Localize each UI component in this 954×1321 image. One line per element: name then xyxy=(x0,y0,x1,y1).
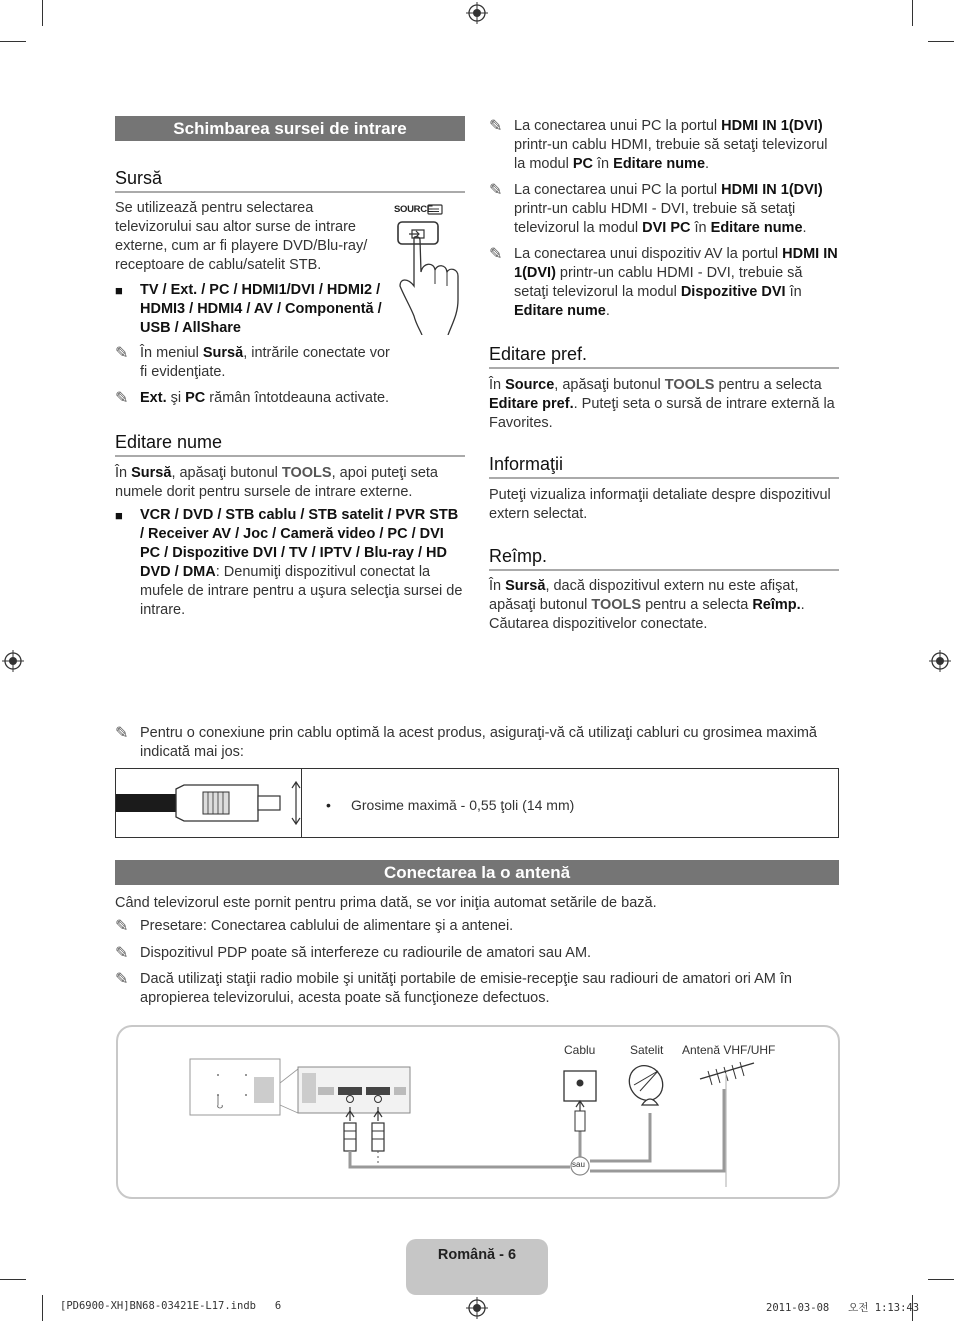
pencil-note-icon: ✎ xyxy=(115,345,129,362)
sursa-description: Se utilizează pentru selectarea televizorului sau altor surse de intrare externe, cum ar fi playere DVD/Blu-ray/ receptoare de cablu/satelit STB. xyxy=(115,200,368,273)
label-satelit: Satelit xyxy=(630,1043,664,1057)
editare-nume-description: În Sursă, apăsaţi butonul TOOLS, apoi puteţi seta numele dorit pentru sursele de intrare externe. xyxy=(115,465,438,500)
pencil-note-icon: ✎ xyxy=(115,390,129,407)
pencil-note-icon: ✎ xyxy=(489,246,503,263)
source-button-label: SOURCE xyxy=(394,204,433,215)
label-cablu: Cablu xyxy=(564,1043,596,1057)
footer-date-info: 2011-03-08 오전 1:13:43 xyxy=(766,1302,920,1314)
cable-spec-box xyxy=(115,768,839,838)
antenna-intro: Când televizorul este pornit pentru prima dată, se vor iniţia automat setările de bază. xyxy=(115,895,657,911)
label-sau: sau xyxy=(572,1160,585,1169)
hdmi-dvi-pc-note: ✎ La conectarea unui PC la portul HDMI IN 1(DVI) printr-un cablu HDMI - DVI, trebuie să setaţi televizorul la modul DVI PC în Editare nume. xyxy=(489,182,823,236)
hdmi-dvi-av-note: ✎ La conectarea unui dispozitiv AV la portul HDMI IN 1(DVI) printr-un cablu HDMI - DVI, trebuie să setaţi televizorul la modul Dispozitive DVI în Editare nume. xyxy=(489,246,838,319)
cable-plug-illustration xyxy=(116,777,301,829)
hdmi-pc-note: ✎ La conectarea unui PC la portul HDMI IN 1(DVI) printr-un cablu HDMI, trebuie să setaţi televizorul la modul PC în Editare nume. xyxy=(489,118,828,172)
antenna-note-interference: ✎ Dispozitivul PDP poate să interfereze cu radiourile de amatori sau AM. xyxy=(115,945,592,962)
heading-editare-nume: Editare nume xyxy=(115,432,465,457)
editare-pref-description: În Source, apăsaţi butonul TOOLS pentru a selecta Editare pref.. Puteţi seta o sursă de intrare externă la Favorites. xyxy=(489,377,835,431)
pencil-note-icon: ✎ xyxy=(489,118,503,135)
informatii-description: Puteţi vizualiza informaţii detaliate despre dispozitivul extern selectat. xyxy=(489,487,831,522)
pencil-note-icon: ✎ xyxy=(115,725,129,742)
sursa-note-highlight: ✎ În meniul Sursă, intrările conectate vor fi evidenţiate. xyxy=(115,345,390,380)
registration-mark-left xyxy=(2,650,24,672)
sursa-source-list: ■ TV / Ext. / PC / HDMI1/DVI / HDMI2 / HDMI3 / HDMI4 / AV / Componentă / USB / AllShare xyxy=(115,282,382,336)
source-button-illustration xyxy=(390,200,466,335)
cable-spec-text: Grosime maximă - 0,55 ţoli (14 mm) xyxy=(351,797,575,813)
editare-nume-device-list: ■ VCR / DVD / STB cablu / STB satelit / PVR STB / Receiver AV / Joc / Cameră video / PC / DVI PC / Dispozitive DVI / TV / IPTV / Blu-ray / HD DVD / DMA: Denumiţi dispozitivul conectat la mufele de intrare pentru a uşura selecţia sursei de intrare. xyxy=(115,507,463,618)
heading-sursa: Sursă xyxy=(115,168,465,193)
label-antena-vhf-uhf: Antenă VHF/UHF xyxy=(682,1043,776,1057)
registration-mark-bottom xyxy=(466,1297,488,1319)
pencil-note-icon: ✎ xyxy=(115,918,129,935)
cable-thickness-note: ✎ Pentru o conexiune prin cablu optimă la acest produs, asiguraţi-vă că utilizaţi cabluri cu grosimea maximă indicată mai jos: xyxy=(115,725,817,760)
antenna-note-radio: ✎ Dacă utilizaţi staţii radio mobile şi unităţi portabile de emisie-recepţie sau radiouri de amatori ori AM în apropierea televizorului, acesta poate să funcţioneze defectuos. xyxy=(115,971,792,1006)
pencil-note-icon: ✎ xyxy=(115,945,129,962)
pencil-note-icon: ✎ xyxy=(489,182,503,199)
cable-spec-divider xyxy=(301,769,302,837)
heading-informatii: Informaţii xyxy=(489,454,839,479)
page-number-tab xyxy=(406,1239,548,1295)
antenna-note-preset: ✎ Presetare: Conectarea cablului de alimentare şi a antenei. xyxy=(115,918,514,935)
section-title-antenna: Conectarea la o antenă xyxy=(115,860,839,885)
registration-mark-right xyxy=(929,650,951,672)
footer-file-info: [PD6900-XH]BN68-03421E-L17.indb 6 xyxy=(60,1300,282,1312)
cable-spec-bullet: • xyxy=(326,797,331,813)
reimp-description: În Sursă, dacă dispozitivul extern nu este afişat, apăsaţi butonul TOOLS pentru a selecta Reîmp.. Căutarea dispozitivelor conectate. xyxy=(489,578,805,632)
heading-editare-pref: Editare pref. xyxy=(489,344,839,369)
page-number-label: Română - 6 xyxy=(437,1247,517,1263)
sursa-note-always-active: ✎ Ext. şi PC rămân întotdeauna activate. xyxy=(115,390,390,407)
registration-mark-top xyxy=(466,2,488,24)
antenna-connection-diagram xyxy=(116,1025,840,1199)
pencil-note-icon: ✎ xyxy=(115,971,129,988)
heading-reimp: Reîmp. xyxy=(489,546,839,571)
section-title-input-source: Schimbarea sursei de intrare xyxy=(115,116,465,141)
